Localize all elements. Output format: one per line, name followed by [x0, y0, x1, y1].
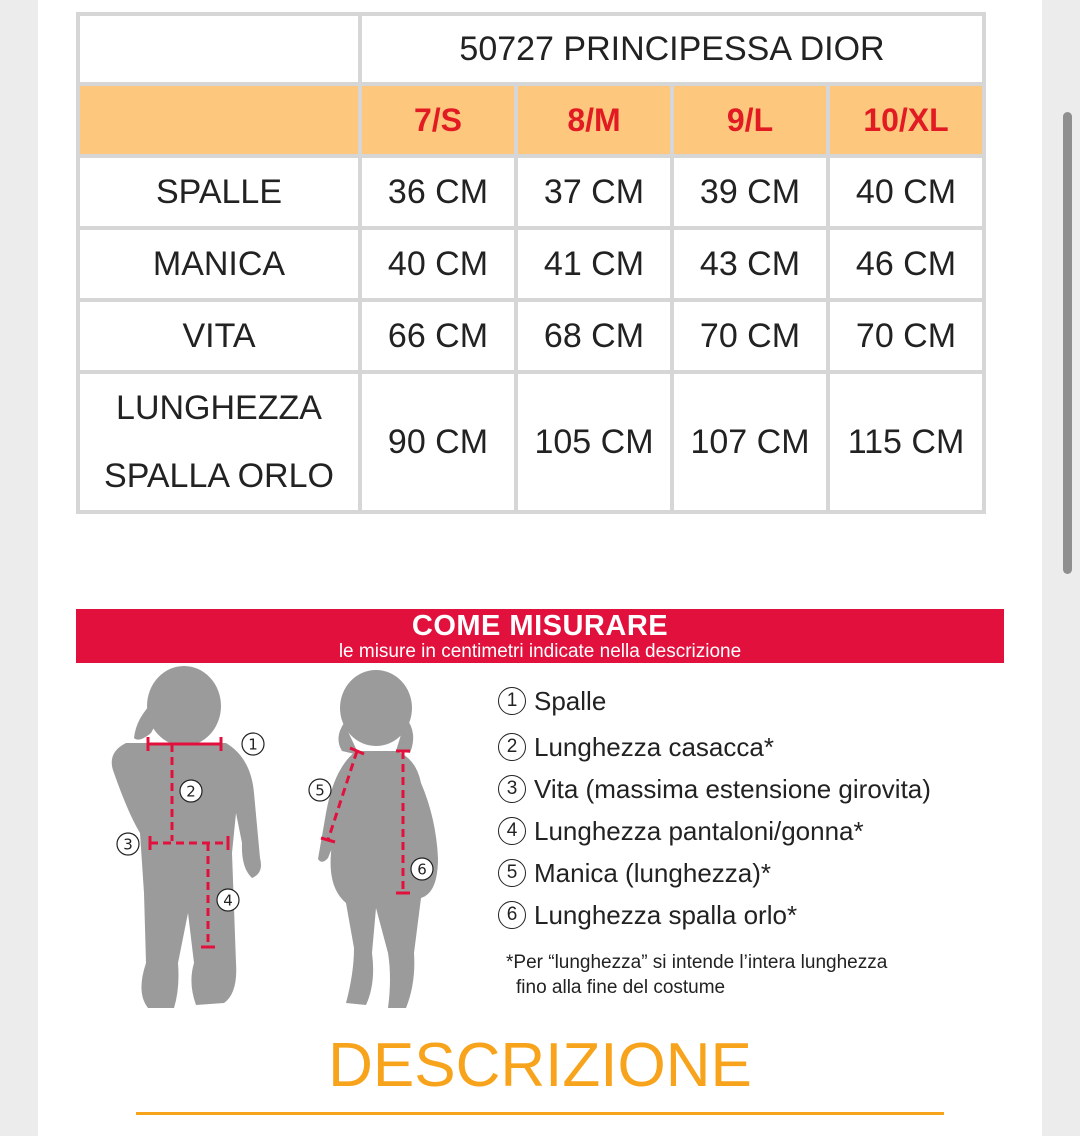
- table-cell: 37 CM: [518, 158, 670, 226]
- table-cell: 41 CM: [518, 230, 670, 298]
- row-label-line: SPALLA ORLO: [104, 457, 334, 495]
- list-item-label: Manica (lunghezza)*: [534, 857, 772, 888]
- marker-5: 5: [315, 781, 325, 800]
- list-item-label: Lunghezza pantaloni/gonna*: [534, 815, 864, 846]
- table-row: [80, 374, 982, 510]
- table-cell: 40 CM: [362, 230, 514, 298]
- table-cell: 66 CM: [362, 302, 514, 370]
- table-cell: 68 CM: [518, 302, 670, 370]
- list-item-label: Lunghezza casacca*: [534, 731, 774, 762]
- table-cell: 43 CM: [674, 230, 826, 298]
- number-circle: 1: [498, 687, 526, 715]
- table-cell: 70 CM: [674, 302, 826, 370]
- product-title: 50727 PRINCIPESSA DIOR: [362, 16, 982, 82]
- list-item: [498, 680, 1018, 722]
- list-item: [498, 894, 1018, 936]
- empty-corner-cell: [80, 16, 358, 82]
- measurement-figure: [76, 663, 476, 1023]
- marker-4: 4: [223, 891, 233, 910]
- note-line: fino alla fine del costume: [516, 977, 726, 998]
- list-item-label: Lunghezza spalla orlo*: [534, 899, 798, 930]
- list-item: [498, 810, 1018, 852]
- table-cell: 105 CM: [518, 374, 670, 510]
- list-item: [498, 852, 1018, 894]
- number-circle: 4: [498, 817, 526, 845]
- size-header-8m: 8/M: [518, 86, 670, 154]
- list-item-label: Spalle: [534, 685, 607, 716]
- marker-6: 6: [417, 860, 427, 879]
- table-cell: 90 CM: [362, 374, 514, 510]
- row-label: VITA: [80, 302, 358, 370]
- number-circle: 2: [498, 733, 526, 761]
- table-row: [80, 302, 982, 370]
- marker-2: 2: [186, 782, 196, 801]
- marker-1: 1: [248, 735, 258, 754]
- number-circle: 6: [498, 901, 526, 929]
- list-item: [498, 768, 1018, 810]
- table-row: [80, 158, 982, 226]
- empty-header-cell: [80, 86, 358, 154]
- marker-3: 3: [123, 835, 133, 854]
- table-cell: 40 CM: [830, 158, 982, 226]
- description-divider: [136, 1112, 944, 1115]
- size-header-7s: 7/S: [362, 86, 514, 154]
- number-circle: 5: [498, 859, 526, 887]
- table-cell: 70 CM: [830, 302, 982, 370]
- size-header-9l: 9/L: [674, 86, 826, 154]
- how-to-measure-subtitle: le misure in centimetri indicate nella descrizione: [338, 641, 742, 662]
- table-cell: 107 CM: [674, 374, 826, 510]
- scrollbar-thumb[interactable]: [1063, 112, 1072, 574]
- measurement-list: [498, 680, 1018, 936]
- how-to-measure-title: COME MISURARE: [411, 610, 669, 642]
- table-cell: 46 CM: [830, 230, 982, 298]
- row-label: [80, 374, 358, 510]
- row-label: SPALLE: [80, 158, 358, 226]
- table-cell: 36 CM: [362, 158, 514, 226]
- list-item-label: Vita (massima estensione girovita): [534, 773, 931, 804]
- number-circle: 3: [498, 775, 526, 803]
- list-item: [498, 726, 1018, 768]
- size-table: [76, 12, 986, 514]
- note-line: *Per “lunghezza” si intende l’intera lunghezza: [506, 952, 888, 973]
- length-note: [506, 950, 887, 1000]
- row-label: MANICA: [80, 230, 358, 298]
- table-cell: 115 CM: [830, 374, 982, 510]
- how-to-measure-banner: [76, 609, 1004, 663]
- size-header-10xl: 10/XL: [830, 86, 982, 154]
- table-row: [80, 230, 982, 298]
- description-heading: DESCRIZIONE: [328, 1031, 752, 1100]
- row-label-line: LUNGHEZZA: [116, 389, 322, 427]
- table-cell: 39 CM: [674, 158, 826, 226]
